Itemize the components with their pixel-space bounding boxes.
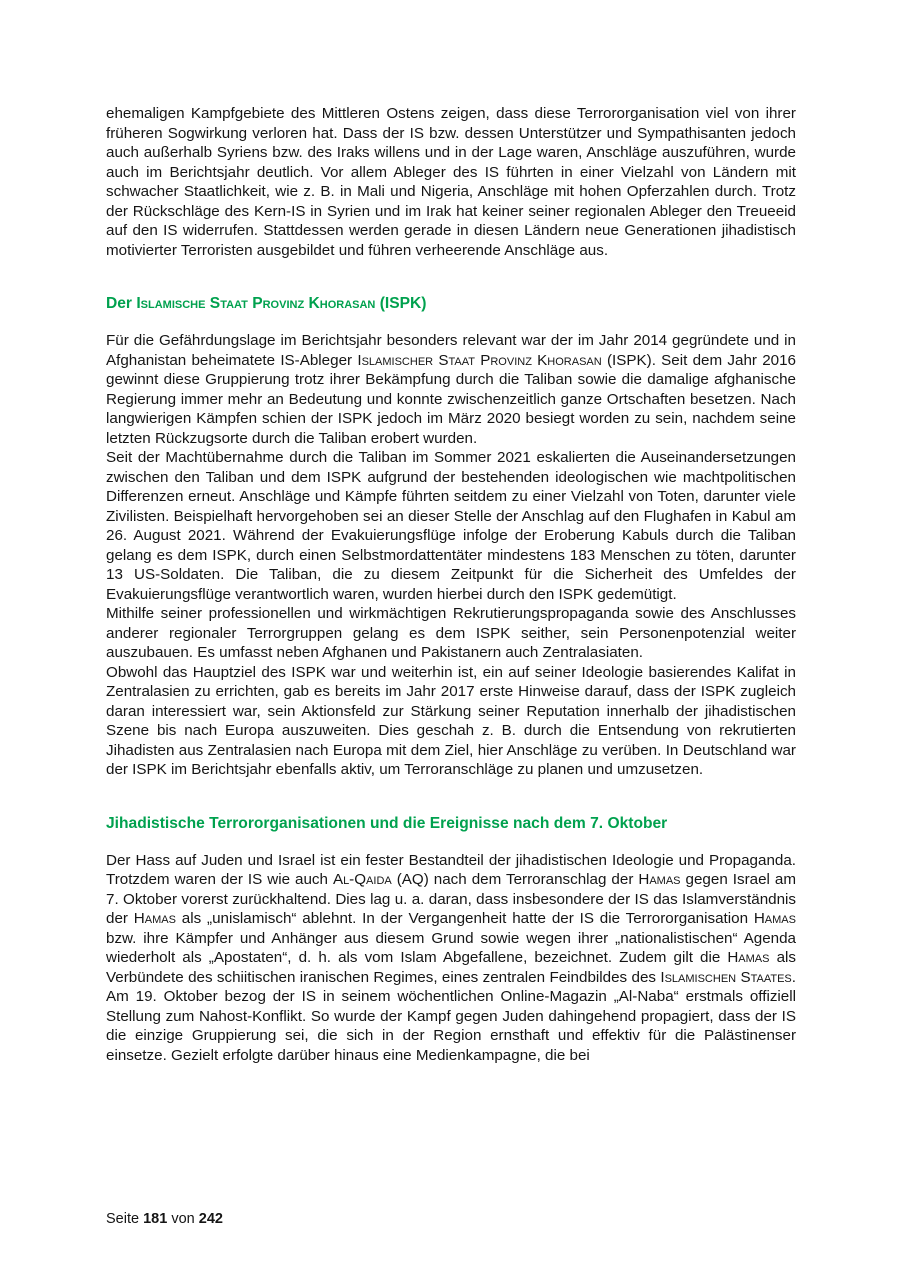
body-paragraph: [106, 851, 796, 1066]
body-paragraph: [106, 448, 796, 604]
text-segment: ehemaligen Kampfgebiete des Mittleren Ostens zeigen, dass diese Terrororganisation viel von ihrer früheren Sogwirkung verloren hat. Dass der IS bzw. dessen Unterstützer und Sympathisanten jedoch auch außerhalb Syriens bzw. des Iraks willens und in der Lage waren, Anschläge auszuführen, wurde auch im Berichtsjahr deutlich. Vor allem Ableger des IS führten in einer Vielzahl von Ländern mit schwacher Staatlichkeit, wie z. B. in Mali und Nigeria, Anschläge mit hohen Opferzahlen durch. Trotz der Rückschläge des Kern-IS in Syrien und im Irak hat keiner seiner regionalen Ableger den Treueeid auf den IS widerrufen. Stattdessen werden gerade in diesen Ländern neue Generationen jihadistisch motivierter Terroristen ausgebildet und führen verheerende Anschläge aus.: [106, 105, 796, 259]
text-segment: Der: [106, 295, 137, 312]
footer-page-label: Seite: [106, 1211, 140, 1227]
text-segment: Für die Gefährdungslage im Berichtsjahr besonders relevant war der im Jahr 2014 gegründete und in Afghanistan beheimatete IS-Ableger: [106, 332, 796, 369]
smallcaps-term: Islamischer Staat Provinz Khorasan: [357, 351, 602, 369]
text-segment: . Am 19. Oktober bezog der IS in seinem wöchentlichen Online-Magazin „Al-Naba“ erstmals offiziell Stellung zum Nahost-Konflikt. So wurde der Kampf gegen Juden dahingehend propagiert, dass der IS die einzige Gruppierung sei, die sich in der Region ernsthaft und effektiv für die Palästinenser einsetze. Gezielt erfolgte darüber hinaus eine Medienkampagne, die bei: [106, 968, 796, 1064]
document-content: [106, 104, 796, 1065]
body-paragraph: [106, 604, 796, 663]
body-paragraph: [106, 104, 796, 260]
text-segment: bzw. ihre Kämpfer und Anhänger aus diesem Grund sowie wegen ihrer „nationalistischen“ Agenda wiederholt als „Apostaten“, d. h. als vom Islam Abgefallene, bezeichnet. Zudem gilt die: [106, 929, 796, 966]
text-segment: (ISPK): [375, 295, 427, 312]
footer-total-pages: 242: [198, 1211, 223, 1227]
body-paragraph: [106, 663, 796, 780]
smallcaps-term: Hamas: [753, 910, 796, 927]
section-heading: [106, 814, 796, 834]
smallcaps-term: Hamas: [727, 949, 770, 966]
text-segment: (ISPK). Seit dem Jahr 2016 gewinnt diese Gruppierung trotz ihrer Bekämpfung durch die Taliban sowie die damalige afghanische Regierung immer mehr an Bedeutung und konnte zwischenzeitlich ganze Ortschaften besetzen. Nach langwierigen Kämpfen schien der ISPK jedoch im März 2020 besiegt worden zu sein, nachdem seine letzten Rückzugsorte durch die Taliban erobert wurden.: [106, 351, 796, 447]
text-segment: Mithilfe seiner professionellen und wirkmächtigen Rekrutierungspropaganda sowie des Anschlusses anderer regionaler Terrorgruppen gelang es dem ISPK seither, sein Personenpotenzial weiter auszubauen. Es umfasst neben Afghanen und Pakistanern auch Zentralasiaten.: [106, 605, 796, 661]
text-segment: Jihadistische Terrororganisationen und die Ereignisse nach dem 7. Oktober: [106, 814, 668, 832]
smallcaps-term: Hamas: [133, 910, 176, 927]
smallcaps-term: Islamischen Staates: [660, 968, 792, 986]
text-segment: (AQ) nach dem Terroranschlag der: [391, 871, 639, 888]
smallcaps-term: Hamas: [638, 871, 681, 888]
text-segment: als „unislamisch“ ablehnt. In der Vergangenheit hatte der IS die Terrororganisation: [175, 910, 754, 927]
text-segment: als Verbündete des schiitischen iranischen Regimes, eines zentralen Feindbildes des: [106, 949, 796, 986]
body-paragraph: [106, 331, 796, 448]
text-segment: Der Hass auf Juden und Israel ist ein fester Bestandteil der jihadistischen Ideologie und Propaganda. Trotzdem waren der IS wie auch: [106, 851, 796, 888]
page-footer: [106, 1210, 223, 1228]
smallcaps-term: Al-Qaida: [332, 871, 392, 888]
smallcaps-term: Islamische Staat Provinz Khorasan: [136, 295, 376, 312]
text-segment: Obwohl das Hauptziel des ISPK war und weiterhin ist, ein auf seiner Ideologie basierendes Kalifat in Zentralasien zu errichten, gab es bereits im Jahr 2017 erste Hinweise darauf, dass der ISPK zugleich daran interessiert war, sein Aktionsfeld zur Stärkung seiner Reputation innerhalb der jihadistischen Szene bis nach Europa auszuweiten. Dies geschah z. B. durch die Entsendung von rekrutierten Jihadisten aus Zentralasien nach Europa mit dem Ziel, hier Anschläge zu verüben. In Deutschland war der ISPK im Berichtsjahr ebenfalls aktiv, um Terroranschläge zu planen und umzusetzen.: [106, 663, 796, 778]
section-heading: [106, 294, 796, 314]
text-segment: gegen Israel am 7. Oktober vorerst zurückhaltend. Dies lag u. a. daran, dass insbesondere der IS das Islamverständnis der: [106, 871, 796, 927]
footer-of-label: von: [171, 1211, 195, 1227]
text-segment: Seit der Machtübernahme durch die Taliban im Sommer 2021 eskalierten die Auseinandersetzungen zwischen den Taliban und dem ISPK aufgrund der bestehenden ideologischen wie machtpolitischen Differenzen erneut. Anschläge und Kämpfe führten seitdem zu einer Vielzahl von Toten, darunter viele Zivilisten. Beispielhaft hervorgehoben sei an dieser Stelle der Anschlag auf den Flughafen in Kabul am 26. August 2021. Während der Evakuierungsflüge infolge der Eroberung Kabuls durch die Taliban gelang es dem ISPK, durch einen Selbstmordattentäter mindestens 183 Menschen zu töten, darunter 13 US-Soldaten. Die Taliban, die zu diesem Zeitpunkt für die Sicherheit des Umfeldes der Evakuierungsflüge verantwortlich waren, wurden hierbei durch den ISPK gedemütigt.: [106, 449, 796, 603]
footer-page-number: 181: [143, 1211, 168, 1227]
